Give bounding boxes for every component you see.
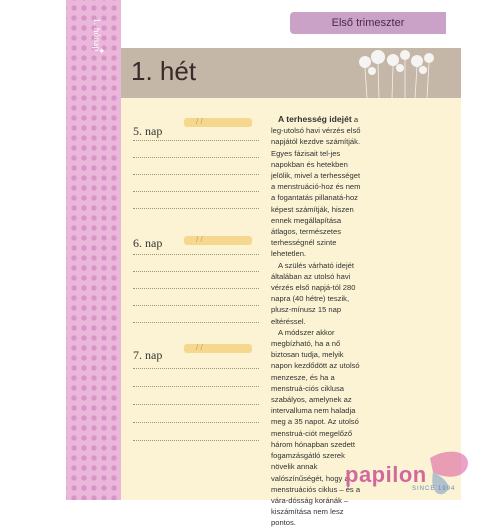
writing-line bbox=[133, 368, 259, 369]
date-slashes: / / bbox=[196, 117, 203, 126]
trimester-tab: Első trimeszter bbox=[290, 12, 446, 34]
writing-line bbox=[133, 322, 259, 323]
writing-line bbox=[133, 305, 259, 306]
writing-line bbox=[133, 174, 259, 175]
star-icon: ✦ bbox=[98, 46, 106, 56]
flower-decoration-icon bbox=[345, 48, 445, 98]
day-6-label: 6. nap bbox=[133, 236, 163, 250]
writing-line bbox=[133, 271, 259, 272]
chapter-label: 1. hónap bbox=[92, 18, 102, 52]
writing-line bbox=[133, 288, 259, 289]
writing-line bbox=[133, 404, 259, 405]
writing-line bbox=[133, 440, 259, 441]
day-5-date-box[interactable] bbox=[184, 118, 252, 127]
writing-line bbox=[133, 140, 259, 141]
week-title: 1. hét bbox=[131, 56, 197, 86]
watermark-tagline: SINCE 1994 bbox=[412, 486, 456, 492]
writing-line bbox=[133, 422, 259, 423]
polka-dot-side-strip bbox=[66, 0, 121, 500]
date-slashes: / / bbox=[196, 343, 203, 352]
writing-line bbox=[133, 254, 259, 255]
writing-line bbox=[133, 386, 259, 387]
writing-line bbox=[133, 208, 259, 209]
watermark-brand: papilon bbox=[345, 462, 427, 487]
article-paragraph-3: A módszer akkor megbízható, ha a nő biztosan tudja, melyik napon kezdődött az utolsó menzesze, és ha a menstruá-ciós ciklusa szabályos, amelynek az intervalluma nem haladja meg a 35 napot. Az utolsó menstruá-ciót megelőző három hónapban szedett fogamzásgátló szerek növelik annak valószínűségét, hogy a menstruációs ciklus – és a vára-dósság koránák – kiszámítása nem lesz pontos. bbox=[271, 327, 361, 528]
article-paragraph-2: A szülés várható idejét általában az utolsó havi vérzés első napjá-tól 280 napra (40 hétre) teszik, plusz-mínusz 15 nap eltéréssel. bbox=[271, 260, 356, 326]
day-7-label: 7. nap bbox=[133, 348, 163, 362]
article-paragraph-1: A terhesség idejét a leg-utolsó havi vérzés első napjától kezdve számítják. Egyes fázisait tel-jes napokban és hetekben jelölik, mivel a terhességet a menstruáció-hoz és nem a fogantatás pillanatá-hoz képest számítják, hiszen ennek megállapítása átlagos, természetes terhességnél szinte lehetetlen. bbox=[271, 114, 361, 259]
article-lead: A terhesség idejét bbox=[278, 114, 352, 124]
day-6-date-box[interactable] bbox=[184, 236, 252, 245]
day-7-date-box[interactable] bbox=[184, 344, 252, 353]
writing-line bbox=[133, 191, 259, 192]
writing-line bbox=[133, 157, 259, 158]
date-slashes: / / bbox=[196, 235, 203, 244]
day-5-label: 5. nap bbox=[133, 124, 163, 138]
